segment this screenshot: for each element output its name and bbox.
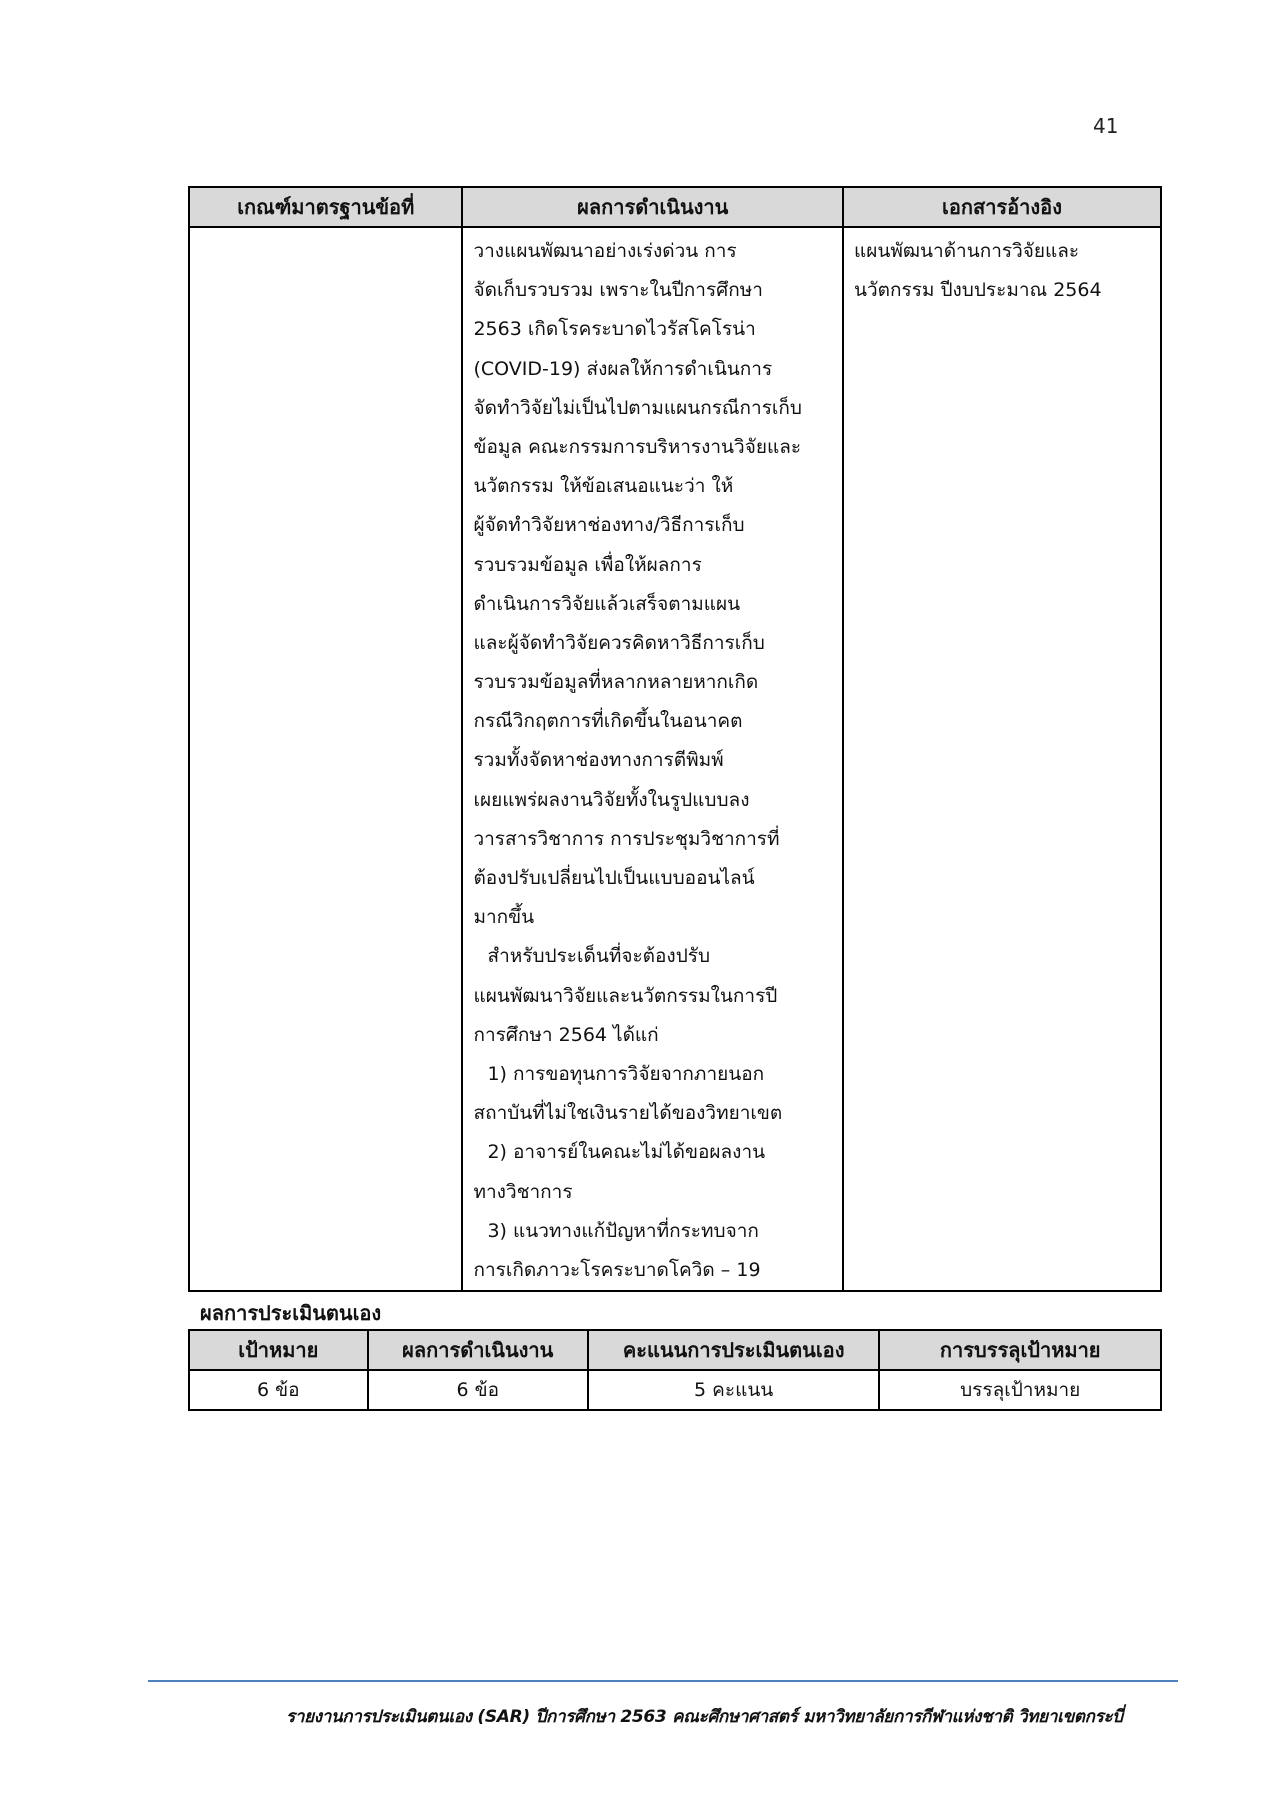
result-line: รวบรวมข้อมูล เพื่อให้ผลการ: [473, 553, 702, 576]
result-line: มากขึ้น: [473, 906, 535, 929]
self-assessment-header-row: [189, 1330, 1161, 1370]
criteria-table-header-row: [189, 187, 1161, 227]
result-line: ทางวิชาการ: [473, 1180, 573, 1203]
header-criterion: เกณฑ์มาตรฐานข้อที่: [189, 187, 462, 227]
result-line: การศึกษา 2564 ได้แก่: [473, 1023, 659, 1046]
criteria-table: [188, 186, 1162, 1292]
self-assessment-row: [189, 1370, 1161, 1410]
result-line: 2) อาจารย์ในคณะไม่ได้ขอผลงาน: [487, 1141, 766, 1164]
result-line: รวมทั้งจัดหาช่องทางการตีพิมพ์: [473, 749, 724, 772]
score-value: 5 คะแนน: [588, 1370, 880, 1410]
result-line: รวบรวมข้อมูลที่หลากหลายหากเกิด: [473, 671, 759, 694]
result-line: จัดทำวิจัยไม่เป็นไปตามแผนกรณีการเก็บ: [473, 396, 802, 419]
self-assessment-title: ผลการประเมินตนเอง: [200, 1301, 382, 1325]
result-line: ข้อมูล คณะกรรมการบริหารงานวิจัยและ: [473, 435, 802, 458]
header-reference: เอกสารอ้างอิง: [843, 187, 1161, 227]
result-line: นวัตกรรม ให้ข้อเสนอแนะว่า ให้: [473, 475, 734, 498]
header-result: ผลการดำเนินงาน: [462, 187, 843, 227]
result-line: สำหรับประเด็นที่จะต้องปรับ: [487, 945, 711, 968]
result-line: การเกิดภาวะโรคระบาดโควิด – 19: [473, 1258, 761, 1281]
result-line: (COVID-19) ส่งผลให้การดำเนินการ: [473, 357, 773, 380]
reference-cell: [843, 227, 1161, 1291]
result-line: 1) การขอทุนการวิจัยจากภายนอก: [487, 1062, 765, 1085]
header-score: คะแนนการประเมินตนเอง: [588, 1330, 880, 1370]
result-line: ผู้จัดทำวิจัยหาช่องทาง/วิธีการเก็บ: [473, 514, 745, 537]
target-value: 6 ข้อ: [189, 1370, 368, 1410]
result-line: สถาบันที่ไม่ใชเงินรายได้ของวิทยาเขต: [473, 1102, 783, 1125]
achievement-value: บรรลุเป้าหมาย: [879, 1370, 1161, 1410]
reference-line: นวัตกรรม ปีงบประมาณ 2564: [854, 279, 1102, 302]
result-line: จัดเก็บรวบรวม เพราะในปีการศึกษา: [473, 279, 763, 302]
performance-value: 6 ข้อ: [368, 1370, 588, 1410]
self-assessment-table: [188, 1329, 1162, 1411]
header-performance: ผลการดำเนินงาน: [368, 1330, 588, 1370]
result-line: 3) แนวทางแก้ปัญหาที่กระทบจาก: [487, 1219, 759, 1242]
footer-divider: [148, 1680, 1178, 1682]
criteria-table-row: [189, 227, 1161, 1291]
result-cell: [462, 227, 843, 1291]
header-target: เป้าหมาย: [189, 1330, 368, 1370]
result-line: และผู้จัดทำวิจัยควรคิดหาวิธีการเก็บ: [473, 631, 765, 654]
result-line: ดำเนินการวิจัยแล้วเสร็จตามแผน: [473, 592, 741, 615]
criterion-cell: [189, 227, 462, 1291]
footer-text: รายงานการประเมินตนเอง (SAR) ปีการศึกษา 2563 คณะศึกษาศาสตร์ มหาวิทยาลัยการกีฬาแห่งชาติ วิทยาเขตกระบี่: [286, 1707, 1123, 1727]
reference-line: แผนพัฒนาด้านการวิจัยและ: [854, 240, 1080, 262]
result-line: กรณีวิกฤตการที่เกิดขึ้นในอนาคต: [473, 710, 743, 733]
result-line: แผนพัฒนาวิจัยและนวัตกรรมในการปี: [473, 984, 778, 1007]
result-line: วางแผนพัฒนาอย่างเร่งด่วน การ: [473, 240, 737, 262]
page-number: 41: [1093, 114, 1119, 138]
result-line: ต้องปรับเปลี่ยนไปเป็นแบบออนไลน์: [473, 867, 755, 889]
result-line: วารสารวิชาการ การประชุมวิชาการที่: [473, 827, 780, 850]
header-achievement: การบรรลุเป้าหมาย: [879, 1330, 1161, 1370]
result-line: เผยแพร่ผลงานวิจัยทั้งในรูปแบบลง: [473, 788, 750, 811]
result-line: 2563 เกิดโรคระบาดไวรัสโคโรน่า: [473, 318, 756, 341]
